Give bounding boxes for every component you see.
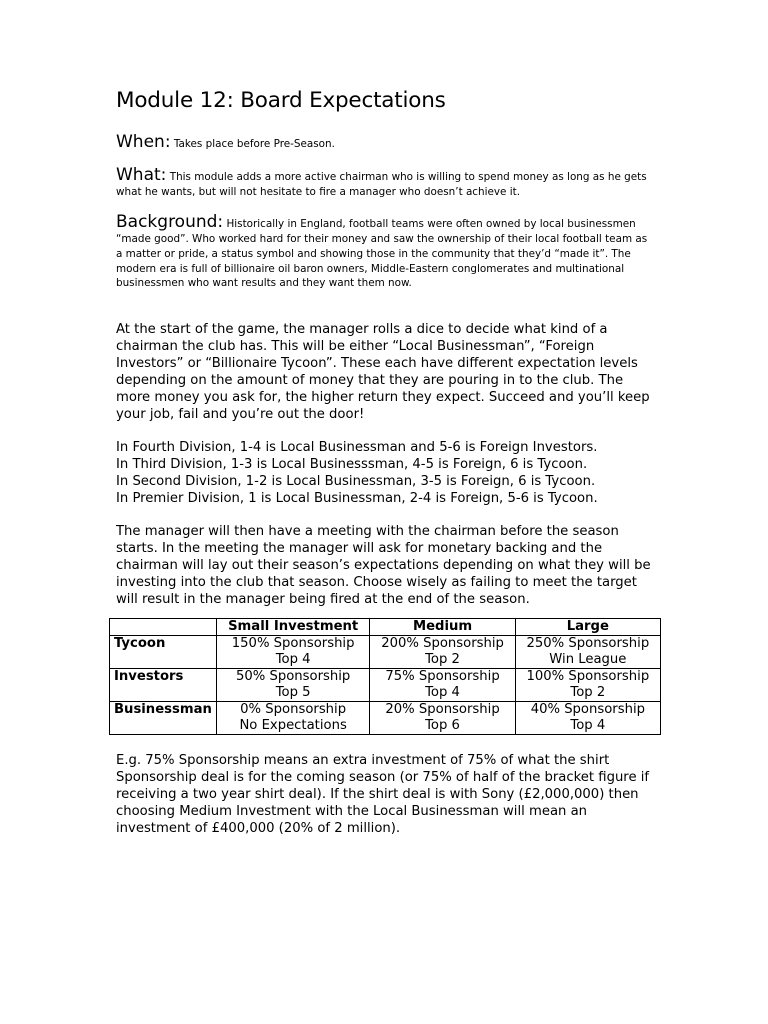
table-cell: Top 4: [515, 718, 660, 735]
table-row: [110, 636, 661, 653]
table-cell: 20% Sponsorship: [370, 702, 515, 719]
table-cell: 150% Sponsorship: [216, 636, 370, 653]
example-paragraph: E.g. 75% Sponsorship means an extra investment of 75% of what the shirt Sponsorship deal is for the coming season (or 75% of half of the bracket figure if receiving a two year shirt deal). If the shirt deal is with Sony (£2,000,000) then choosing Medium Investment with the Local Businessman will mean an investment of £400,000 (20% of 2 million).: [116, 753, 650, 837]
division-rule-third: In Third Division, 1-3 is Local Businesssman, 4-5 is Foreign, 6 is Tycoon.: [116, 457, 588, 473]
when-label: When:: [116, 132, 171, 152]
table-cell: 200% Sponsorship: [370, 636, 515, 653]
division-rule-second: In Second Division, 1-2 is Local Businessman, 3-5 is Foreign, 6 is Tycoon.: [116, 474, 596, 490]
background-section: [116, 212, 656, 291]
background-label: Background:: [116, 212, 224, 232]
table-corner-cell: [110, 619, 217, 636]
division-rules: [116, 439, 656, 507]
row-label-investors: Investors: [110, 669, 217, 702]
row-label-businessman: Businessman: [110, 702, 217, 735]
table-cell: Top 2: [515, 685, 660, 702]
table-cell: Top 4: [370, 685, 515, 702]
intro-paragraph: At the start of the game, the manager rolls a dice to decide what kind of a chairman the club has. This will be either “Local Businessman”, “Foreign Investors” or “Billionaire Tycoon”. These each have different expectation levels depending on the amount of money that they are pouring in to the club. The more money you ask for, the higher return they expect. Succeed and you’ll keep your job, fail and you’re out the door!: [116, 322, 650, 423]
table-row: [110, 669, 661, 686]
table-cell: 0% Sponsorship: [216, 702, 370, 719]
when-section: [116, 132, 656, 152]
header-large: Large: [515, 619, 660, 636]
header-small-investment: Small Investment: [216, 619, 370, 636]
table-cell: Top 5: [216, 685, 370, 702]
table-cell: 40% Sponsorship: [515, 702, 660, 719]
table-cell: Win League: [515, 652, 660, 669]
expectations-table: [109, 618, 661, 735]
table-cell: 100% Sponsorship: [515, 669, 660, 686]
what-label: What:: [116, 165, 167, 185]
header-medium: Medium: [370, 619, 515, 636]
document-page: [116, 88, 656, 837]
row-label-tycoon: Tycoon: [110, 636, 217, 669]
page-title: Module 12: Board Expectations: [116, 88, 446, 113]
when-text: Takes place before Pre-Season.: [173, 138, 335, 150]
division-rule-fourth: In Fourth Division, 1-4 is Local Businessman and 5-6 is Foreign Investors.: [116, 440, 598, 456]
background-text: Historically in England, football teams were often owned by local businessmen “made good”. Who worked hard for their money and saw the ownership of their local football team as a matter or pride, a status symbol and showing those in the community that they’d “made it”. The modern era is full of billionaire oil baron owners, Middle-Eastern conglomerates and multinational businessmen who want results and they want them now.: [116, 218, 648, 290]
meeting-paragraph: The manager will then have a meeting with the chairman before the season starts. In the meeting the manager will ask for monetary backing and the chairman will lay out their season’s expectations depending on what they will be investing into the club that season. Choose wisely as failing to meet the target will result in the manager being fired at the end of the season.: [116, 524, 651, 608]
table-cell: Top 2: [370, 652, 515, 669]
table-cell: 50% Sponsorship: [216, 669, 370, 686]
table-cell: Top 4: [216, 652, 370, 669]
division-rule-premier: In Premier Division, 1 is Local Businessman, 2-4 is Foreign, 5-6 is Tycoon.: [116, 491, 598, 507]
table-header-row: [110, 619, 661, 636]
what-text: This module adds a more active chairman who is willing to spend money as long as he gets what he wants, but will not hesitate to fire a manager who doesn’t achieve it.: [116, 171, 647, 198]
table-cell: 250% Sponsorship: [515, 636, 660, 653]
what-section: [116, 165, 656, 199]
table-cell: 75% Sponsorship: [370, 669, 515, 686]
table-cell: No Expectations: [216, 718, 370, 735]
table-cell: Top 6: [370, 718, 515, 735]
table-row: [110, 702, 661, 719]
